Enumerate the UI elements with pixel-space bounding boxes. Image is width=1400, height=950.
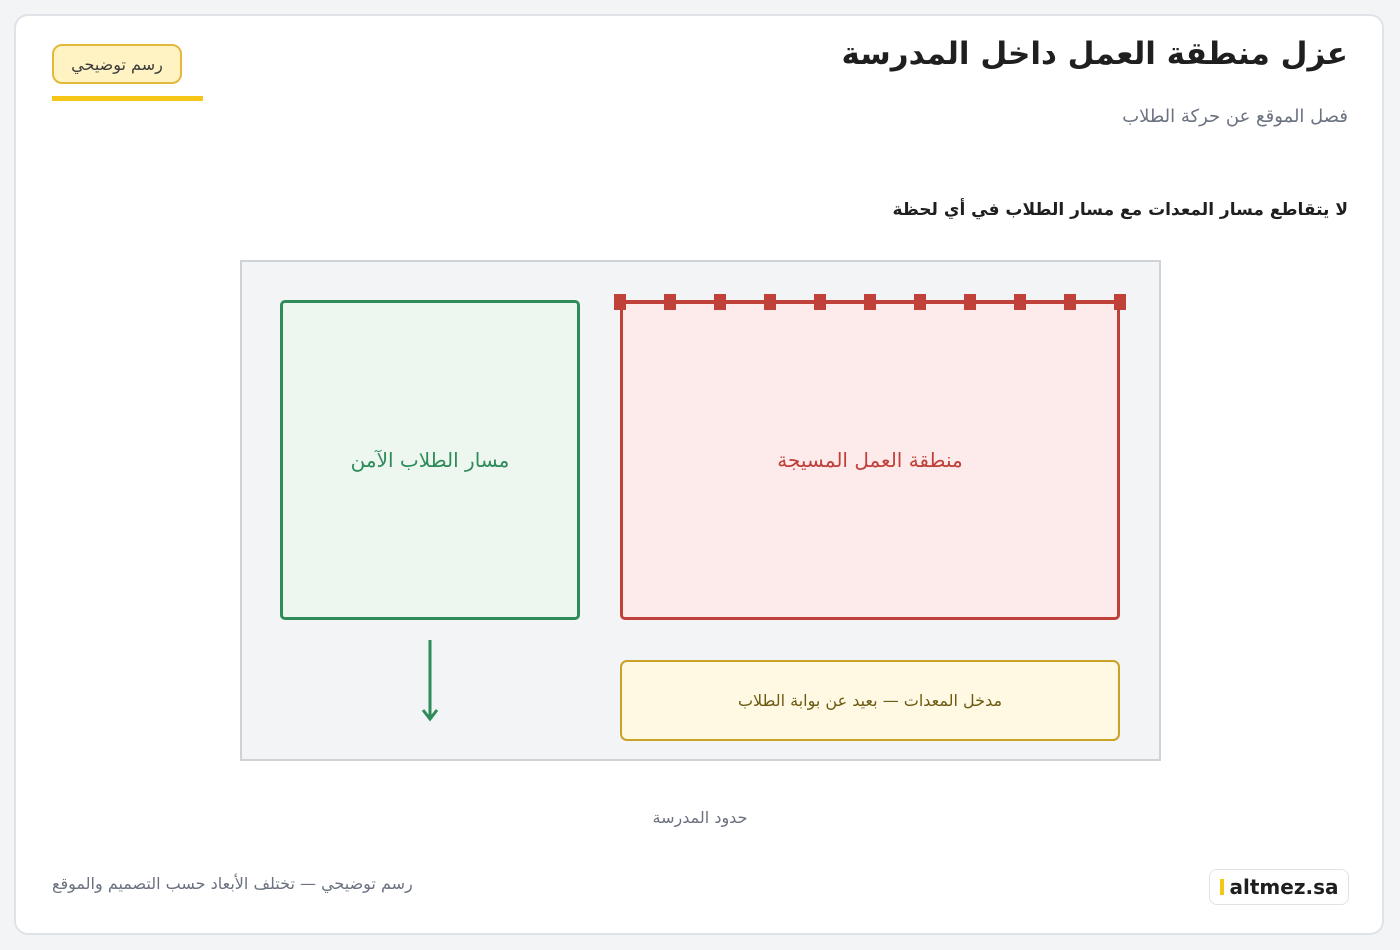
badge-underline xyxy=(52,96,203,101)
illustration-badge-label: رسم توضيحي xyxy=(71,54,163,74)
fence-post xyxy=(664,294,676,310)
footer-note: رسم توضيحي — تختلف الأبعاد حسب التصميم والموقع xyxy=(52,874,413,893)
brand-accent-bar xyxy=(1220,879,1224,895)
illustration-badge xyxy=(52,44,182,84)
fence-post xyxy=(964,294,976,310)
fence-post xyxy=(814,294,826,310)
fence-line xyxy=(612,292,1128,314)
brand-logo[interactable] xyxy=(1209,869,1349,905)
fence-post xyxy=(714,294,726,310)
separation-note: لا يتقاطع مسار المعدات مع مسار الطلاب في أي لحظة xyxy=(892,200,1348,220)
equipment-entrance-label: مدخل المعدات — بعيد عن بوابة الطلاب xyxy=(737,691,1003,710)
fence-post xyxy=(764,294,776,310)
fence-post xyxy=(914,294,926,310)
safe-student-path xyxy=(280,300,580,620)
fenced-work-zone xyxy=(620,300,1120,620)
fenced-work-zone-label: منطقة العمل المسيجة xyxy=(777,448,963,472)
fence-post xyxy=(1014,294,1026,310)
safe-student-path-label: مسار الطلاب الآمن xyxy=(350,448,510,472)
brand-name[interactable]: altmez.sa xyxy=(1229,875,1339,899)
student-path-arrow xyxy=(420,638,440,724)
fence-post xyxy=(864,294,876,310)
fence-post xyxy=(1114,294,1126,310)
fence-post xyxy=(614,294,626,310)
page-title: عزل منطقة العمل داخل المدرسة xyxy=(841,36,1348,72)
page-subtitle: فصل الموقع عن حركة الطلاب xyxy=(1122,106,1348,127)
equipment-entrance xyxy=(620,660,1120,741)
school-boundary-label: حدود المدرسة xyxy=(652,808,748,827)
fence-post xyxy=(1064,294,1076,310)
